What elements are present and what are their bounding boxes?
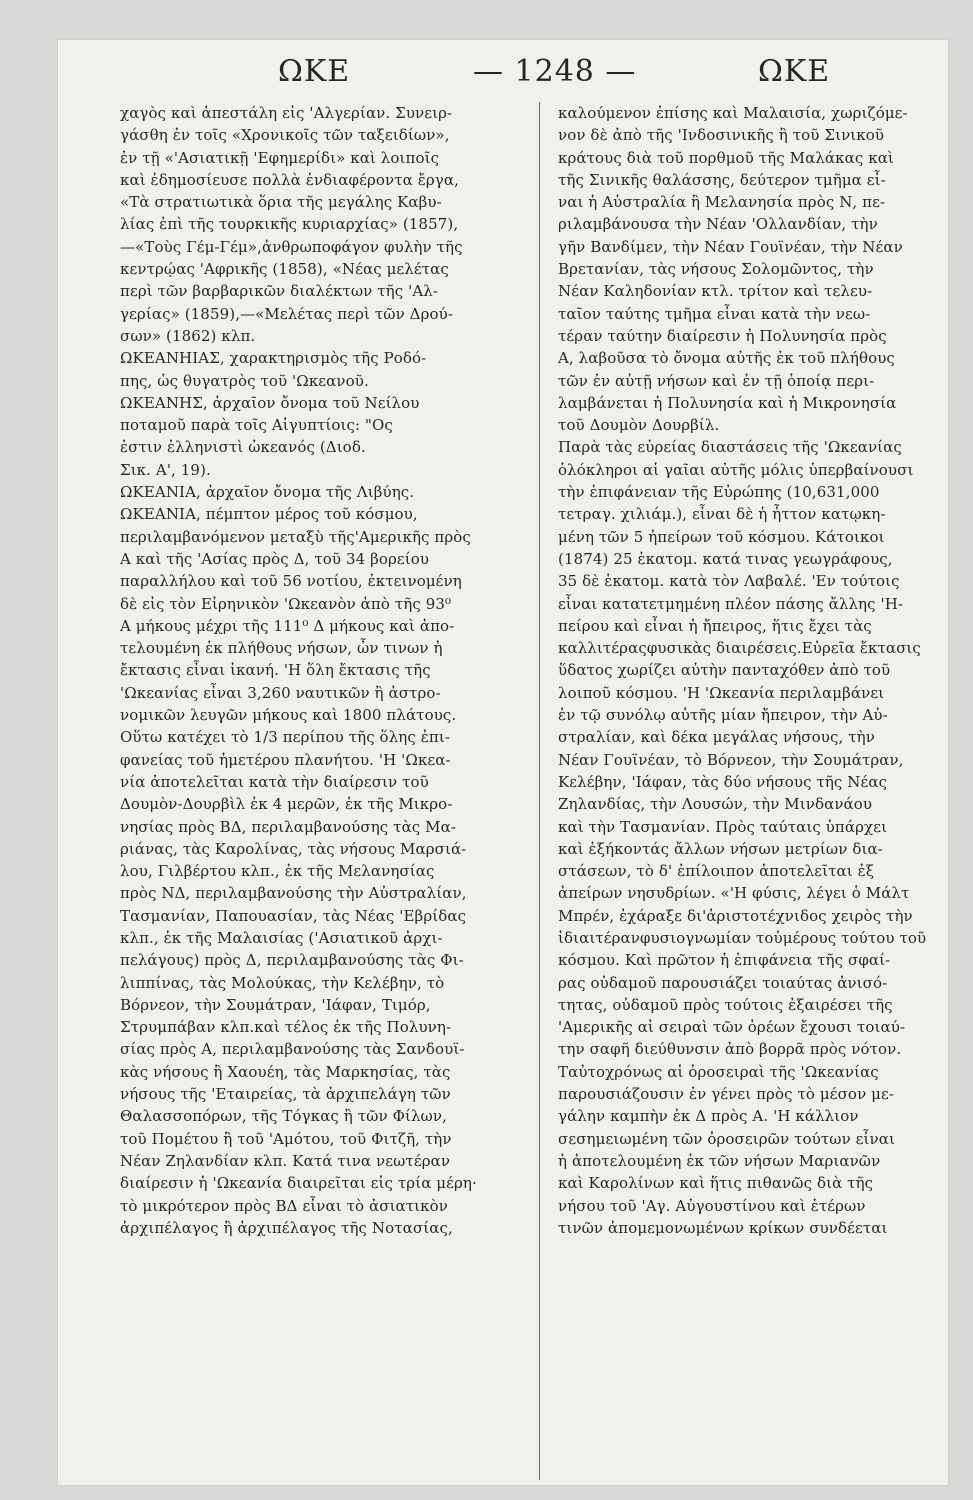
text-line: Τασμανίαν, Παπουασίαν, τὰς Νέας 'Εβρίδας [120,906,467,925]
text-line: (1874) 25 ἑκατομ. κατά τινας γεωγράφους, [558,549,893,568]
text-line: πελάγους) πρὸς Δ, περιλαμβανούσης τὰς Φι- [120,951,464,970]
text-line: την σαφῆ διεύθυνσιν ἀπὸ βορρᾶ πρὸς νότον. [558,1040,902,1059]
header-right-word: ΩΚΕ [758,54,831,89]
text-line: ὕδατος χωρίζει αὐτὴν πανταχόθεν ἀπὸ τοῦ [558,661,891,680]
text-line: γερίας» (1859),—«Μελέτας περὶ τῶν Δρού- [120,304,454,323]
text-line: νον δὲ ἀπὸ τῆς 'Ινδοσινικῆς ἢ τοῦ Σινικοῦ [558,126,885,145]
text-line: τητας, οὐδαμοῦ πρὸς τούτοις ἐξαιρέσει τῆς [558,995,893,1014]
text-line: χαγὸς καὶ ἀπεστάλη εἰς 'Αλγερίαν. Συνειρ- [120,104,453,122]
text-line: γάλην καμπὴν ἐκ Δ πρὸς Α. 'Η κάλλιον [558,1107,859,1126]
text-line: ρας οὐδαμοῦ παρουσιάζει τοιαύτας ἀνισό- [558,973,888,992]
text-line: λαμβάνεται ἡ Πολυνησία καὶ ἡ Μικρονησία [558,393,897,412]
text-line: ριάνας, τὰς Καρολίνας, τὰς νήσους Μαρσιά- [120,839,467,858]
text-line: Θαλασσοπόρων, τῆς Τόγκας ἢ τῶν Φίλων, [120,1107,447,1126]
text-line: πης, ὡς θυγατρὸς τοῦ 'Ωκεανοῦ. [120,371,369,390]
text-line: γάσθη ἐν τοῖς «Χρονικοῖς τῶν ταξειδίων», [120,126,450,145]
text-line: κὰς νήσους ἢ Χαουέη, τὰς Μαρκησίας, τὰς [120,1062,451,1081]
text-line: τὸ μικρότερον πρὸς ΒΔ εἶναι τὸ ἀσιατικὸν [120,1196,448,1215]
text-line: ἀπείρων νησυδρίων. «'Η φύσις, λέγει ὁ Μάλτ [558,884,910,903]
text-line: ριλαμβάνουσα τὴν Νέαν 'Ολλανδίαν, τὴν [558,215,878,234]
text-line: κόσμου. Καὶ πρῶτον ἡ ἐπιφάνεια τῆς σφαί- [558,951,891,970]
text-line: παραλλήλου καὶ τοῦ 56 νοτίου, ἐκτεινομένη [120,572,462,591]
page-number: — 1248 — [473,54,637,89]
text-line: ΩΚΕΑΝΗΙΑΣ, χαρακτηρισμὸς τῆς Ροδό- [120,349,427,368]
text-line: Ταὐτοχρόνως αἱ ὀροσειραὶ τῆς 'Ωκεανίας [558,1062,879,1081]
text-line: τῆς Σινικῆς θαλάσσης, δεύτερον τμῆμα εἶ- [558,170,886,189]
text-line: κεντρῴας 'Αφρικῆς (1858), «Νέας μελέτας [120,260,449,279]
text-line: τετραγ. χιλιάμ.), εἶναι δὲ ἡ ἧττον κατῳκη- [558,505,886,524]
column-divider [539,102,540,1480]
text-line: Νέαν Γουϊνέαν, τὸ Βόρνεον, τὴν Σουμάτραν, [558,750,904,769]
text-line: 35 δὲ ἑκατομ. κατὰ τὸν Λαβαλέ. 'Εν τούτοις [558,572,900,591]
header-left-word: ΩΚΕ [278,54,351,89]
text-line: «Τὰ στρατιωτικὰ ὅρια τῆς μεγάλης Καβυ- [120,193,442,212]
text-line: Α μήκους μέχρι τῆς 111⁰ Δ μήκους καὶ ἀπο- [120,616,455,635]
text-line: σων» (1862) κλπ. [120,326,256,345]
text-line: φανείας τοῦ ἡμετέρου πλανήτου. 'Η 'Ωκεα- [120,750,451,769]
text-line: λιππίνας, τὰς Μολούκας, τὴν Κελέβην, τὸ [120,973,445,992]
text-line: γῆν Βανδίμεν, τὴν Νέαν Γουϊνέαν, τὴν Νέαν [558,237,903,256]
text-line: ΩΚΕΑΝΙΑ, ἀρχαῖον ὄνομα τῆς Λιβύης. [120,483,415,502]
text-line: καὶ ἑξήκοντάς ἄλλων νήσων μετρίων δια- [558,839,883,858]
text-line: μένη τῶν 5 ἠπείρων τοῦ κόσμου. Κάτοικοι [558,527,885,546]
right-text-column [558,102,948,1239]
text-line: καλούμενον ἐπίσης καὶ Μαλαισία, χωριζόμε- [558,104,908,122]
text-line: σίας πρὸς Α, περιλαμβανούσης τὰς Σανδουϊ- [120,1040,465,1059]
text-line: τελουμένη ἐκ πλήθους νήσων, ὧν τινων ἡ [120,639,443,658]
text-line: νομικῶν λευγῶν μήκους καὶ 1800 πλάτους. [120,706,457,725]
text-line: 'Ωκεανίας εἶναι 3,260 ναυτικῶν ἢ ἀστρο- [120,683,441,702]
text-line: Νέαν Ζηλανδίαν κλπ. Κατά τινα νεωτέραν [120,1151,451,1170]
text-line: πρὸς ΝΔ, περιλαμβανούσης τὴν Αὐστραλίαν, [120,884,467,903]
text-line: Παρὰ τὰς εὐρείας διαστάσεις τῆς 'Ωκεανίας [558,438,902,457]
text-line: τῶν ἐν αὐτῇ νήσων καὶ ἐν τῇ ὁποίᾳ περι- [558,371,875,390]
text-line: καλλιτέραςφυσικὰς διαιρέσεις.Εὐρεῖα ἔκτασις [558,639,921,658]
text-line: ναι ἡ Αὐστραλία ἢ Μελανησία πρὸς Ν, πε- [558,193,886,212]
text-line: Στρυμπάβαν κλπ.καὶ τέλος ἐκ τῆς Πολυνη- [120,1018,452,1037]
text-line: ΩΚΕΑΝΗΣ, ἀρχαῖον ὄνομα τοῦ Νείλου [120,393,420,412]
text-line: νήσου τοῦ 'Αγ. Αὐγουστίνου καὶ ἑτέρων [558,1196,866,1215]
text-line: Νέαν Καληδονίαν κτλ. τρίτον καὶ τελευ- [558,282,873,301]
text-line: διαίρεσιν ἡ 'Ωκεανία διαιρεῖται εἰς τρία μέρη· [120,1174,477,1193]
text-line: Σικ. Α', 19). [120,460,211,479]
text-line: σεσημειωμένη τῶν ὀροσειρῶν τούτων εἶναι [558,1129,895,1148]
text-line: Μπρέν, ἐχάραξε δι'ἀριστοτέχνιδος χειρὸς τὴν [558,906,913,925]
text-line: καὶ Καρολίνων καὶ ἥτις πιθανῶς διὰ τῆς [558,1174,874,1193]
text-line: νήσους τῆς 'Εταιρείας, τὰ ἀρχιπελάγη τῶν [120,1085,451,1104]
text-line: ποταμοῦ παρὰ τοῖς Αἰγυπτίοις: "Ος [120,416,393,435]
text-line: Α καὶ τῆς 'Ασίας πρὸς Δ, τοῦ 34 βορείου [120,549,430,568]
text-line: στραλίαν, καὶ δέκα μεγάλας νήσους, τὴν [558,728,875,747]
text-line: καὶ τὴν Τασμανίαν. Πρὸς ταύταις ὑπάρχει [558,817,888,836]
text-line: περὶ τῶν βαρβαρικῶν διαλέκτων τῆς 'Αλ- [120,282,439,301]
text-line: Βρετανίαν, τὰς νήσους Σολομῶντος, τὴν [558,260,874,279]
text-line: ἀρχιπέλαγος ἢ ἀρχιπέλαγος τῆς Νοτασίας, [120,1218,453,1237]
text-line: τοῦ Δουμὸν Δουρβίλ. [558,416,720,435]
text-line: ἐν τῇ «'Ασιατικῇ 'Εφημερίδι» καὶ λοιποῖς [120,148,440,167]
text-line: λίας ἐπὶ τῆς τουρκικῆς κυριαρχίας» (1857), [120,215,459,234]
left-text-column [120,102,530,1239]
text-line: Βόρνεον, τὴν Σουμάτραν, 'Ιάφαν, Τιμόρ, [120,995,431,1014]
text-line: ἰδιαιτέρανφυσιογνωμίαν τοὐμέρους τούτου τοῦ [558,928,927,947]
text-line: —«Τοὺς Γέμ-Γέμ»,ἀνθρωποφάγον φυλὴν τῆς [120,237,463,256]
text-line: ἐστιν ἑλληνιστὶ ὠκεανός (Διοδ. [120,438,366,457]
text-line: ταῖον ταύτης τμῆμα εἶναι κατὰ τὴν νεω- [558,304,871,323]
text-line: Α, λαβοῦσα τὸ ὄνομα αὐτῆς ἐκ τοῦ πλήθους [558,349,895,368]
text-line: Ζηλανδίας, τὴν Λουσών, τὴν Μινδανάου [558,795,873,814]
text-line: νησίας πρὸς ΒΔ, περιλαμβανούσης τὰς Μα- [120,817,457,836]
text-line: λοιποῦ κόσμου. 'Η 'Ωκεανία περιλαμβάνει [558,683,885,702]
text-line: παρουσιάζουσιν ἐν γένει πρὸς τὸ μέσον με- [558,1085,895,1104]
document-page [58,40,948,1485]
text-line: ἔκτασις εἶναι ἱκανή. 'Η ὅλη ἔκτασις τῆς [120,661,431,680]
text-line: τοῦ Πομέτου ἢ τοῦ 'Αμότου, τοῦ Φιτζῆ, τὴν [120,1129,452,1148]
text-line: καὶ ἐδημοσίευσε πολλὰ ἐνδιαφέροντα ἔργα, [120,170,459,189]
text-line: ΩΚΕΑΝΙΑ, πέμπτον μέρος τοῦ κόσμου, [120,505,418,524]
text-line: ὁλόκληροι αἱ γαῖαι αὐτῆς μόλις ὑπερβαίνουσι [558,460,914,479]
text-line: κλπ., ἐκ τῆς Μαλαισίας ('Ασιατικοῦ ἀρχι- [120,928,443,947]
text-line: τινῶν ἀπομεμονωμένων κρίκων συνδέεται [558,1218,888,1237]
text-line: πείρου καὶ εἶναι ἡ ἤπειρος, ἥτις ἔχει τὰς [558,616,872,635]
text-line: ἡ ἀποτελουμένη ἐκ τῶν νήσων Μαριανῶν [558,1151,881,1170]
text-line: τέραν ταύτην διαίρεσιν ἡ Πολυνησία πρὸς [558,326,887,345]
text-line: εἶναι κατατετμημένη πλέον πάσης ἄλλης 'Η- [558,594,904,613]
text-line: Οὕτω κατέχει τὸ 1/3 περίπου τῆς ὅλης ἐπι- [120,728,451,747]
text-line: δὲ εἰς τὸν Εἰρηνικὸν 'Ωκεανὸν ἀπὸ τῆς 93⁰ [120,594,452,613]
text-line: Κελέβην, 'Ιάφαν, τὰς δύο νήσους τῆς Νέας [558,772,888,791]
text-line: νία ἀποτελεῖται κατὰ τὴν διαίρεσιν τοῦ [120,772,429,791]
text-line: Δουμὸν-Δουρβὶλ ἐκ 4 μερῶν, ἐκ τῆς Μικρο- [120,795,453,814]
text-line: περιλαμβανόμενον μεταξὺ τῆς'Αμερικῆς πρὸς [120,527,471,546]
text-line: τὴν ἐπιφάνειαν τῆς Εὐρώπης (10,631,000 [558,483,880,502]
text-line: ἐν τῷ συνόλῳ αὐτῆς μίαν ἤπειρον, τὴν Αὐ- [558,706,888,725]
text-line: κράτους διὰ τοῦ πορθμοῦ τῆς Μαλάκας καὶ [558,148,894,167]
text-line: στάσεων, τὸ δ' ἐπίλοιπον ἀποτελεῖται ἐξ [558,862,875,881]
text-line: 'Αμερικῆς αἱ σειραὶ τῶν ὀρέων ἔχουσι τοιαύ- [558,1018,906,1037]
text-line: λου, Γιλβέρτου κλπ., ἐκ τῆς Μελανησίας [120,862,435,881]
